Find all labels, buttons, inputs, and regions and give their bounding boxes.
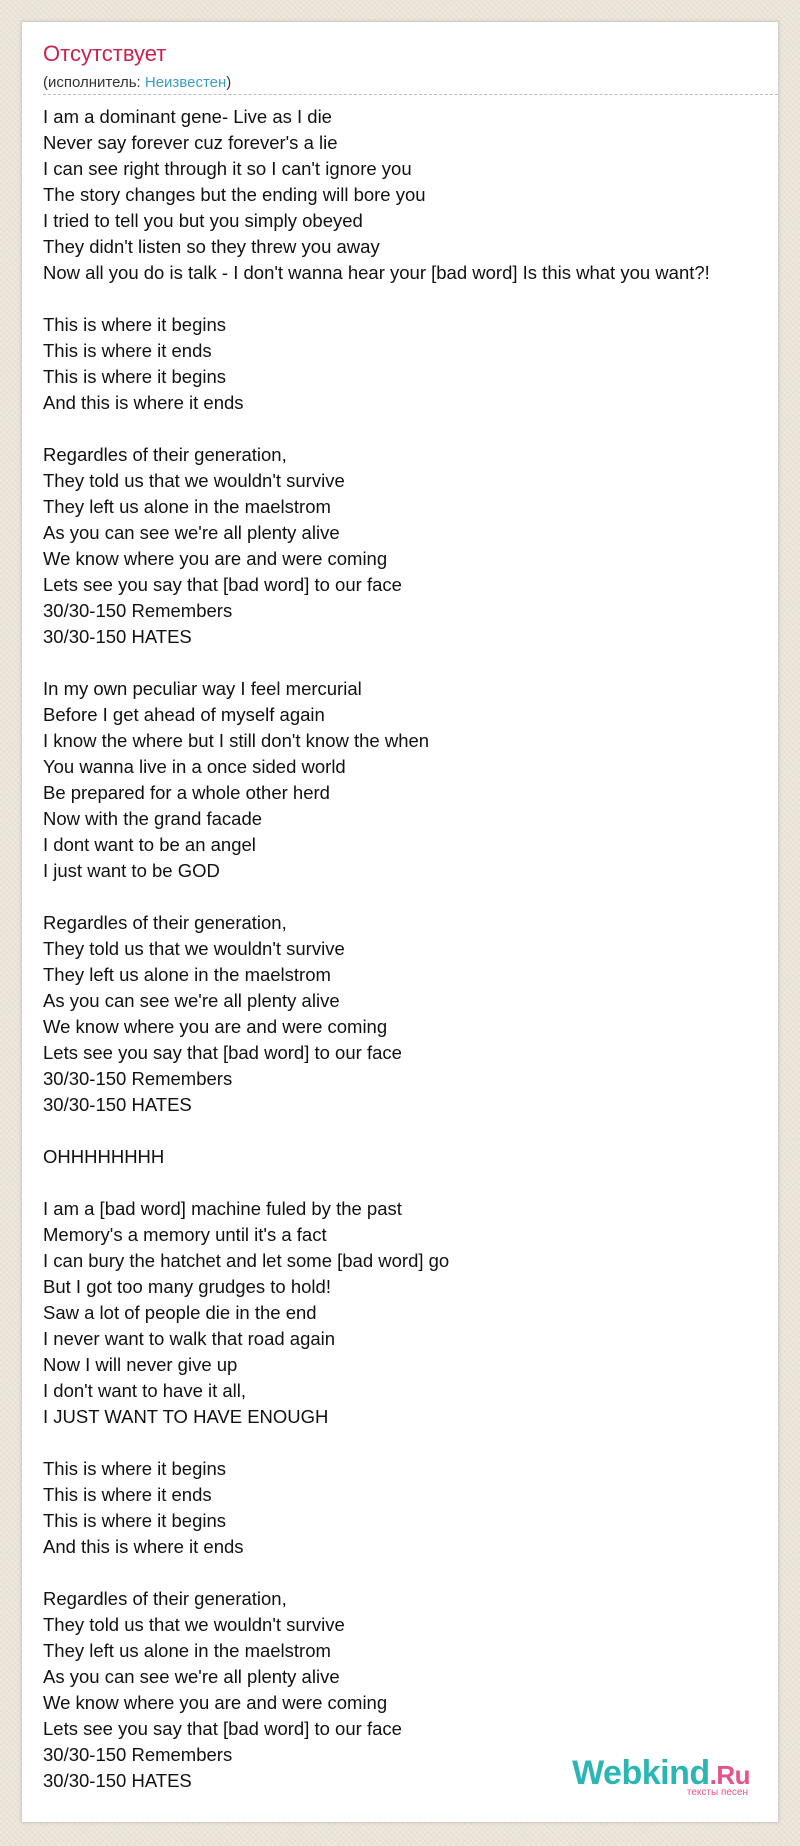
lyric-line: Saw a lot of people die in the end [43, 1302, 317, 1323]
title-divider [43, 94, 778, 95]
artist-line [43, 75, 231, 90]
lyrics-card [21, 21, 779, 1823]
lyric-blank-line [43, 416, 783, 442]
lyric-line: They told us that we wouldn't survive [43, 470, 345, 491]
lyric-line: 30/30-150 Remembers [43, 1068, 233, 1089]
lyric-line: 30/30-150 Remembers [43, 600, 233, 621]
lyric-line: Now with the grand facade [43, 808, 263, 829]
lyric-line: I never want to walk that road again [43, 1328, 336, 1349]
lyric-line: I know the where but I still don't know the when [43, 730, 430, 751]
lyric-line: Lets see you say that [bad word] to our face [43, 1718, 402, 1739]
lyric-line: As you can see we're all plenty alive [43, 522, 340, 543]
lyric-blank-line [43, 1430, 783, 1456]
lyric-line: And this is where it ends [43, 392, 244, 413]
lyric-line: 30/30-150 Remembers [43, 1744, 233, 1765]
artist-suffix: ) [226, 74, 232, 91]
lyric-blank-line [43, 650, 783, 676]
lyric-line: Regardles of their generation, [43, 912, 287, 933]
lyric-line: OHHHHHHHH [43, 1146, 165, 1167]
logo-tld: .Ru [709, 1760, 750, 1790]
lyric-line: This is where it begins [43, 314, 227, 335]
lyric-line: In my own peculiar way I feel mercurial [43, 678, 362, 699]
lyric-line: I dont want to be an angel [43, 834, 256, 855]
lyric-line: They told us that we wouldn't survive [43, 938, 345, 959]
lyric-blank-line [43, 884, 783, 910]
lyric-line: But I got too many grudges to hold! [43, 1276, 331, 1297]
lyric-line: I JUST WANT TO HAVE ENOUGH [43, 1406, 329, 1427]
lyric-line: This is where it begins [43, 366, 227, 387]
lyric-line: 30/30-150 HATES [43, 1094, 192, 1115]
lyric-line: And this is where it ends [43, 1536, 244, 1557]
lyric-line: I am a dominant gene- Live as I die [43, 106, 332, 127]
artist-link[interactable]: Неизвестен [144, 74, 227, 91]
lyric-line: Now all you do is talk - I don't wanna hear your [bad word] Is this what you want?! [43, 262, 710, 283]
lyric-blank-line [43, 1118, 783, 1144]
lyric-line: They left us alone in the maelstrom [43, 964, 331, 985]
lyric-line: Never say forever cuz forever's a lie [43, 132, 338, 153]
lyric-line: 30/30-150 HATES [43, 626, 192, 647]
lyric-line: We know where you are and were coming [43, 1692, 388, 1713]
lyric-line: This is where it begins [43, 1510, 227, 1531]
lyric-line: As you can see we're all plenty alive [43, 1666, 340, 1687]
lyric-line: We know where you are and were coming [43, 548, 388, 569]
lyric-blank-line [43, 286, 783, 312]
lyric-line: Lets see you say that [bad word] to our face [43, 1042, 402, 1063]
lyric-line: They didn't listen so they threw you away [43, 236, 380, 257]
lyric-line: Be prepared for a whole other herd [43, 782, 330, 803]
lyric-blank-line [43, 1560, 783, 1586]
lyric-line: I am a [bad word] machine fuled by the past [43, 1198, 402, 1219]
lyric-line: 30/30-150 HATES [43, 1770, 192, 1791]
lyric-blank-line [43, 1170, 783, 1196]
lyric-line: I just want to be GOD [43, 860, 220, 881]
lyric-line: They told us that we wouldn't survive [43, 1614, 345, 1635]
lyric-line: Regardles of their generation, [43, 1588, 287, 1609]
lyric-line: This is where it ends [43, 340, 212, 361]
lyric-line: They left us alone in the maelstrom [43, 496, 331, 517]
lyric-line: I don't want to have it all, [43, 1380, 247, 1401]
logo-brand: Webkind [572, 1754, 710, 1792]
lyric-line: Regardles of their generation, [43, 444, 287, 465]
lyric-line: This is where it ends [43, 1484, 212, 1505]
lyric-line: I tried to tell you but you simply obeyed [43, 210, 363, 231]
lyric-line: We know where you are and were coming [43, 1016, 388, 1037]
lyric-line: You wanna live in a once sided world [43, 756, 346, 777]
logo-subtitle: тексты песен [686, 1787, 748, 1798]
artist-prefix: (исполнитель: [43, 74, 145, 91]
lyric-line: Before I get ahead of myself again [43, 704, 325, 725]
lyric-line: The story changes but the ending will bore you [43, 184, 426, 205]
lyric-line: I can bury the hatchet and let some [bad word] go [43, 1250, 450, 1271]
lyric-line: Lets see you say that [bad word] to our face [43, 574, 402, 595]
lyrics-text [43, 104, 783, 1794]
lyric-line: As you can see we're all plenty alive [43, 990, 340, 1011]
song-title: Отсутствует [43, 41, 167, 66]
webkind-logo [572, 1756, 750, 1798]
lyric-line: Now I will never give up [43, 1354, 238, 1375]
lyric-line: This is where it begins [43, 1458, 227, 1479]
lyric-line: They left us alone in the maelstrom [43, 1640, 331, 1661]
lyric-line: Memory's a memory until it's a fact [43, 1224, 327, 1245]
lyric-line: I can see right through it so I can't ignore you [43, 158, 412, 179]
